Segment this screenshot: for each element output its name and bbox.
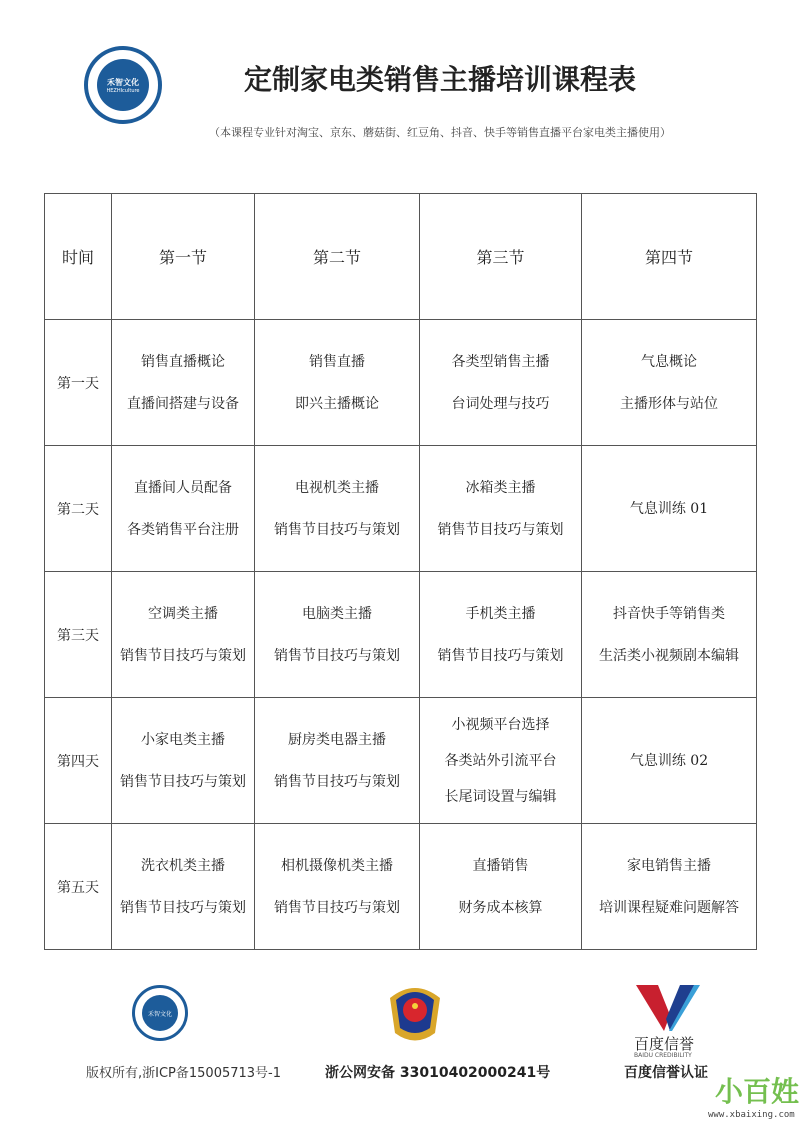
header-cell: 第四节: [582, 194, 757, 320]
header-cell: 第三节: [420, 194, 582, 320]
course-line: 电视机类主播: [295, 479, 379, 496]
table-row: [45, 446, 757, 572]
day-cell: 第三天: [45, 572, 112, 698]
schedule-table: [44, 193, 757, 950]
header-row: [45, 194, 757, 320]
course-line: 销售节目技巧与策划: [274, 521, 400, 538]
course-cell: [420, 698, 582, 824]
course-line: 气息训练 02: [629, 752, 709, 769]
hezhi-footer-logo: [132, 985, 188, 1041]
footer-logo-name: 禾智文化: [147, 1010, 172, 1018]
course-line: 冰箱类主播: [465, 479, 536, 496]
course-line: 手机类主播: [465, 605, 536, 622]
course-line: 各类销售平台注册: [127, 521, 239, 538]
course-cell: [582, 698, 757, 824]
page-title: 定制家电类销售主播培训课程表: [243, 63, 636, 96]
course-cell: [255, 320, 420, 446]
day-cell: 第五天: [45, 824, 112, 950]
icp-text: 版权所有,浙ICP备15005713号-1: [86, 1066, 282, 1081]
course-cell: [582, 824, 757, 950]
course-line: 直播间搭建与设备: [127, 395, 239, 412]
course-line: 气息概论: [641, 353, 697, 370]
course-line: 直播销售: [472, 857, 529, 874]
course-line: 厨房类电器主播: [288, 731, 386, 748]
course-cell: [255, 698, 420, 824]
course-cell: [112, 320, 255, 446]
course-cell: [112, 698, 255, 824]
course-line: 电脑类主播: [302, 605, 372, 622]
course-line: 抖音快手等销售类: [613, 605, 725, 622]
baidu-cert-text: 百度信誉认证: [624, 1065, 708, 1081]
course-line: 小视频平台选择: [451, 716, 550, 733]
logo-name-en: HEZHIculture: [106, 87, 140, 94]
page-subtitle: （本课程专业针对淘宝、京东、蘑菇街、红豆角、抖音、快手等销售直播平台家电类主播使用）: [209, 126, 671, 139]
course-line: 相机摄像机类主播: [281, 857, 393, 874]
course-line: 各类型销售主播: [451, 353, 550, 370]
course-cell: [112, 824, 255, 950]
watermark-url: www.xbaixing.com: [708, 1110, 795, 1120]
course-line: 生活类小视频剧本编辑: [599, 647, 739, 664]
course-cell: [255, 824, 420, 950]
course-cell: [420, 446, 582, 572]
course-line: 销售节目技巧与策划: [120, 773, 246, 790]
day-cell: 第二天: [45, 446, 112, 572]
day-cell: 第一天: [45, 320, 112, 446]
course-cell: [255, 446, 420, 572]
course-cell: [420, 572, 582, 698]
course-line: 培训课程疑难问题解答: [599, 899, 739, 916]
course-cell: [582, 572, 757, 698]
course-line: 小家电类主播: [141, 731, 225, 748]
course-line: 销售节目技巧与策划: [120, 899, 246, 916]
watermark: 小百姓: [715, 1075, 800, 1108]
course-cell: [255, 572, 420, 698]
baidu-cn: 百度信誉: [634, 1035, 695, 1053]
course-line: 销售节目技巧与策划: [437, 521, 564, 538]
table-row: [45, 320, 757, 446]
course-line: 空调类主播: [148, 605, 218, 622]
header-cell: 第二节: [255, 194, 420, 320]
police-emblem-icon: [380, 978, 450, 1050]
table-row: [45, 824, 757, 950]
hezhi-logo: [84, 46, 162, 124]
course-cell: [112, 446, 255, 572]
header-cell: 第一节: [112, 194, 255, 320]
course-line: 长尾词设置与编辑: [444, 788, 557, 805]
course-line: 洗衣机类主播: [141, 857, 225, 874]
course-line: 销售节目技巧与策划: [274, 773, 400, 790]
course-cell: [420, 320, 582, 446]
course-line: 直播间人员配备: [134, 479, 232, 496]
course-line: 销售节目技巧与策划: [274, 647, 400, 664]
course-line: 销售节目技巧与策划: [120, 647, 246, 664]
table-row: [45, 572, 757, 698]
course-cell: [420, 824, 582, 950]
day-cell: 第四天: [45, 698, 112, 824]
course-line: 气息训练 01: [629, 500, 709, 517]
police-record-text: 浙公网安备 33010402000241号: [325, 1065, 551, 1081]
course-line: 销售节目技巧与策划: [274, 899, 400, 916]
course-line: 销售直播: [309, 353, 365, 370]
course-line: 家电销售主播: [627, 857, 711, 874]
header-cell: 时间: [45, 194, 112, 320]
course-line: 主播形体与站位: [620, 395, 718, 412]
table-row: [45, 698, 757, 824]
course-cell: [582, 446, 757, 572]
course-line: 销售节目技巧与策划: [437, 647, 564, 664]
course-line: 即兴主播概论: [295, 395, 379, 412]
baidu-credibility-logo-icon: [636, 985, 702, 1033]
course-line: 各类站外引流平台: [444, 752, 557, 769]
baidu-en: BAIDU CREDIBILITY: [634, 1052, 692, 1059]
course-cell: [112, 572, 255, 698]
course-line: 台词处理与技巧: [451, 395, 550, 412]
course-cell: [582, 320, 757, 446]
course-line: 财务成本核算: [458, 899, 543, 916]
course-line: 销售直播概论: [141, 353, 225, 370]
logo-name-cn: 禾智文化: [107, 77, 139, 87]
